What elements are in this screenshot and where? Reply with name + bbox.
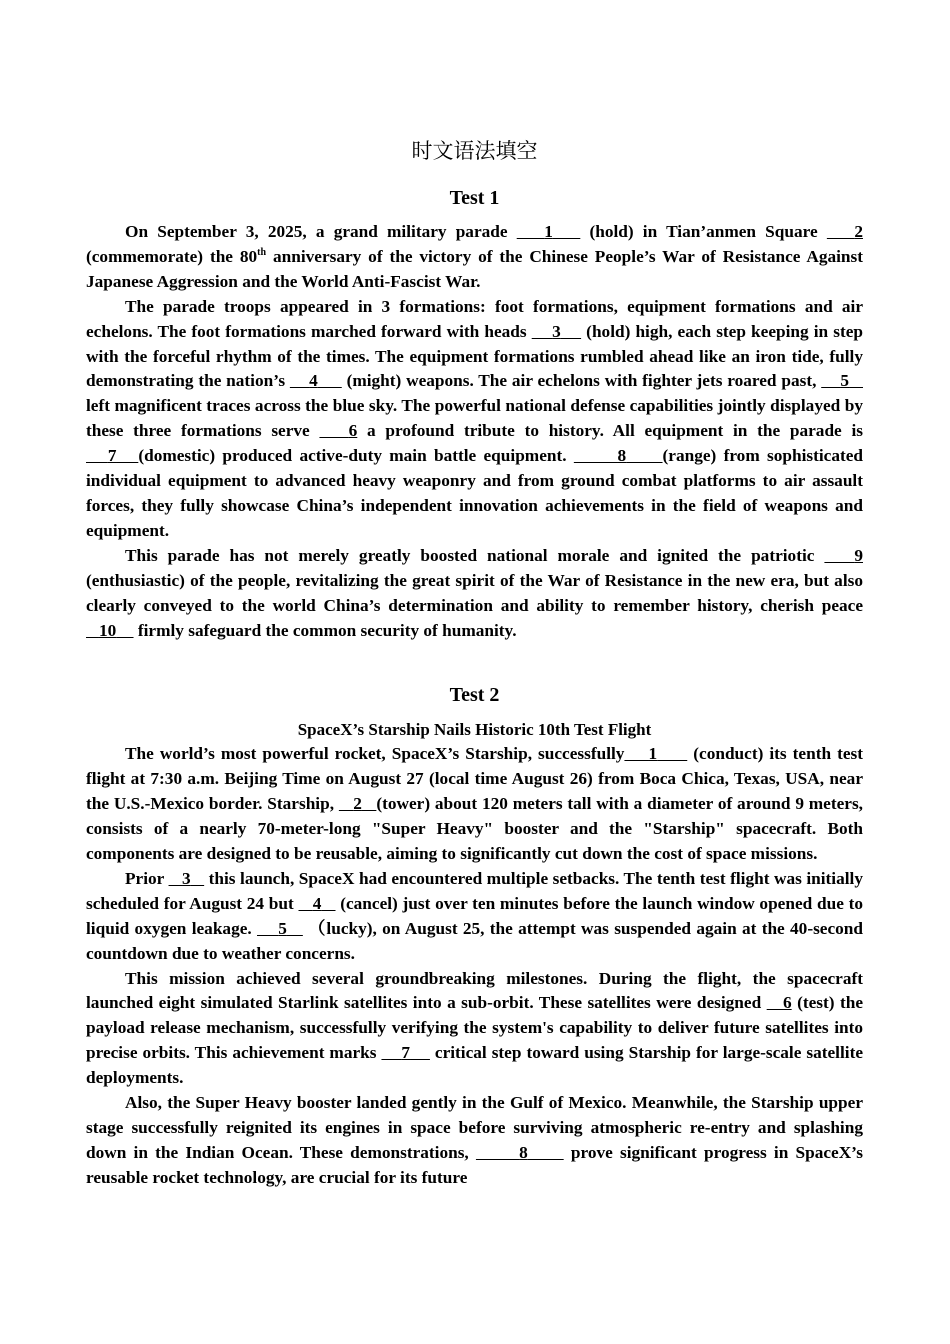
paragraph-text: This mission achieved several groundbreaking milestones. During the flight, the spacecraft launched eight simulated Starlink satellites into a sub-orbit. These satellites were designed (86, 968, 863, 1013)
paragraph-text: (hold) in Tian’anmen Square (580, 222, 827, 241)
paragraph-text: (might) weapons. The air echelons with fighter jets roared past, (341, 371, 822, 391)
blank-2 (827, 222, 863, 241)
blank-8 (476, 1143, 564, 1162)
blank-number: 2 (353, 794, 362, 814)
blank-5 (821, 371, 863, 390)
blank-number: 5 (278, 918, 287, 938)
paragraph-text: prove significant progress in SpaceX’s reusable rocket technology, are crucial for its future (86, 1142, 864, 1187)
paragraph-text: left magnificent traces across the blue sky. The powerful national defense capabilities jointly displayed by these three formations serve (86, 396, 863, 441)
blank-number: 8 (617, 446, 627, 466)
blank-number: 4 (309, 371, 318, 391)
paragraph-text: firmly safeguard the common security of humanity. (133, 620, 517, 640)
test-2-section (86, 681, 863, 1190)
paragraph-text: This parade has not merely greatly boosted national morale and ignited the patriotic (125, 545, 825, 565)
blank-3 (532, 322, 581, 341)
blank-number: 8 (519, 1142, 528, 1162)
paragraph-text: (enthusiastic) of the people, revitalizing the great spirit of the War of Resistance in the new era, but also clearly conveyed to the world China’s determination and ability to remember history, cherish peace (86, 570, 863, 615)
paragraph-text: (conduct) its tenth test flight at 7:30 a.m. Beijing Time on August 27 (local time August 26) from Boca Chica, Texas, USA, near the U.S.-Mexico border. Starship, (86, 744, 863, 814)
blank-6 (767, 993, 792, 1012)
paragraph-text: (hold) high, each step keeping in step with the forceful rhythm of the times. The equipment formations rumbled ahead like an iron tide, fully demonstrating the nation’s (86, 321, 864, 391)
blank-number: 10 (98, 620, 117, 640)
blank-number: 9 (854, 545, 863, 565)
blank-4 (299, 894, 336, 913)
paragraph (86, 967, 863, 1092)
blank-number: 6 (783, 993, 792, 1013)
paragraph (86, 742, 863, 867)
paragraph (86, 867, 863, 967)
paragraph (86, 544, 863, 644)
blank-5 (257, 919, 303, 938)
article-subtitle: SpaceX’s Starship Nails Historic 10th Test Flight (297, 720, 652, 740)
paragraph-text: (domestic) produced active-duty main battle equipment. (138, 446, 574, 466)
paragraph-text: Also, the Super Heavy booster landed gently in the Gulf of Mexico. Meanwhile, the Starship upper stage successfully reignited its engines in space before surviving atmospheric re-entry and splashing down in the Indian Ocean. These demonstrations, (86, 1093, 863, 1162)
paragraph-text: critical step toward using Starship for large-scale satellite deployments. (86, 1043, 864, 1088)
blank-6 (319, 421, 357, 440)
blank-number: 7 (107, 446, 117, 466)
paragraph (86, 295, 863, 544)
blank-10 (86, 621, 134, 640)
blank-1 (517, 222, 581, 241)
blank-3 (169, 869, 205, 888)
document-page (86, 136, 863, 1191)
blank-number: 2 (854, 222, 863, 241)
test-title: Test 1 (449, 187, 500, 209)
paragraph-text: (commemorate) the 80 (86, 246, 258, 266)
blank-number: 1 (648, 744, 658, 764)
paragraph-text: this launch, SpaceX had encountered multiple setbacks. The tenth test flight was initially scheduled for August 24 but (86, 868, 863, 913)
blank-9 (824, 546, 863, 565)
paragraph-text: anniversary of the victory of the Chinese People’s War of Resistance Against Japanese Aggression and the World Anti-Fascist War. (86, 246, 864, 291)
paragraph-text: The world’s most powerful rocket, SpaceX’s Starship, successfully (125, 744, 625, 764)
paragraph-text: Prior (125, 868, 169, 888)
paragraph-text: (cancel) just over ten minutes before the launch window opened due to liquid oxygen leakage. (86, 893, 863, 938)
blank-number: 7 (401, 1043, 411, 1063)
paragraph-text: （lucky), on August 25, the attempt was suspended again at the 40-second countdown due to weather concerns. (86, 918, 864, 963)
blank-number: 6 (348, 421, 358, 441)
blank-8 (574, 446, 663, 465)
paragraph-text: (test) the payload release mechanism, successfully verifying the system's capability to deliver future satellites into precise orbits. This achievement marks (86, 993, 864, 1063)
blank-7 (86, 446, 138, 465)
blank-number: 4 (312, 893, 322, 913)
test-1-section (86, 184, 863, 643)
blank-2 (339, 794, 377, 813)
superscript: th (257, 247, 267, 259)
paragraph (86, 1091, 863, 1191)
blank-number: 1 (544, 222, 553, 241)
paragraph-text: (tower) about 120 meters tall with a diameter of around 9 meters, consists of a nearly 70-meter-long "Super Heavy" booster and the "Starship" spacecraft. Both components are designed to be reusable, aiming to significantly cut down the cost of space missions. (86, 794, 863, 864)
blank-4 (290, 371, 342, 390)
blank-7 (381, 1043, 429, 1062)
document-title: 时文语法填空 (411, 139, 538, 163)
paragraph-text: On September 3, 2025, a grand military parade (125, 222, 517, 241)
paragraph-text: The parade troops appeared in 3 formations: foot formations, equipment formations and air echelons. The foot formations marched forward with heads (86, 296, 863, 341)
paragraph-text: a profound tribute to history. All equipment in the parade is (357, 421, 863, 441)
blank-number: 3 (552, 321, 561, 341)
test-title: Test 2 (449, 684, 500, 707)
paragraph-text: (range) from sophisticated individual equipment to advanced heavy weaponry and from ground combat platforms to air assault forces, they fully showcase China’s independent innovation achievements in the field of weapons and equipment. (86, 446, 864, 540)
paragraph (86, 220, 863, 295)
blank-1 (624, 744, 687, 763)
blank-number: 3 (182, 868, 191, 888)
blank-number: 5 (840, 371, 850, 391)
